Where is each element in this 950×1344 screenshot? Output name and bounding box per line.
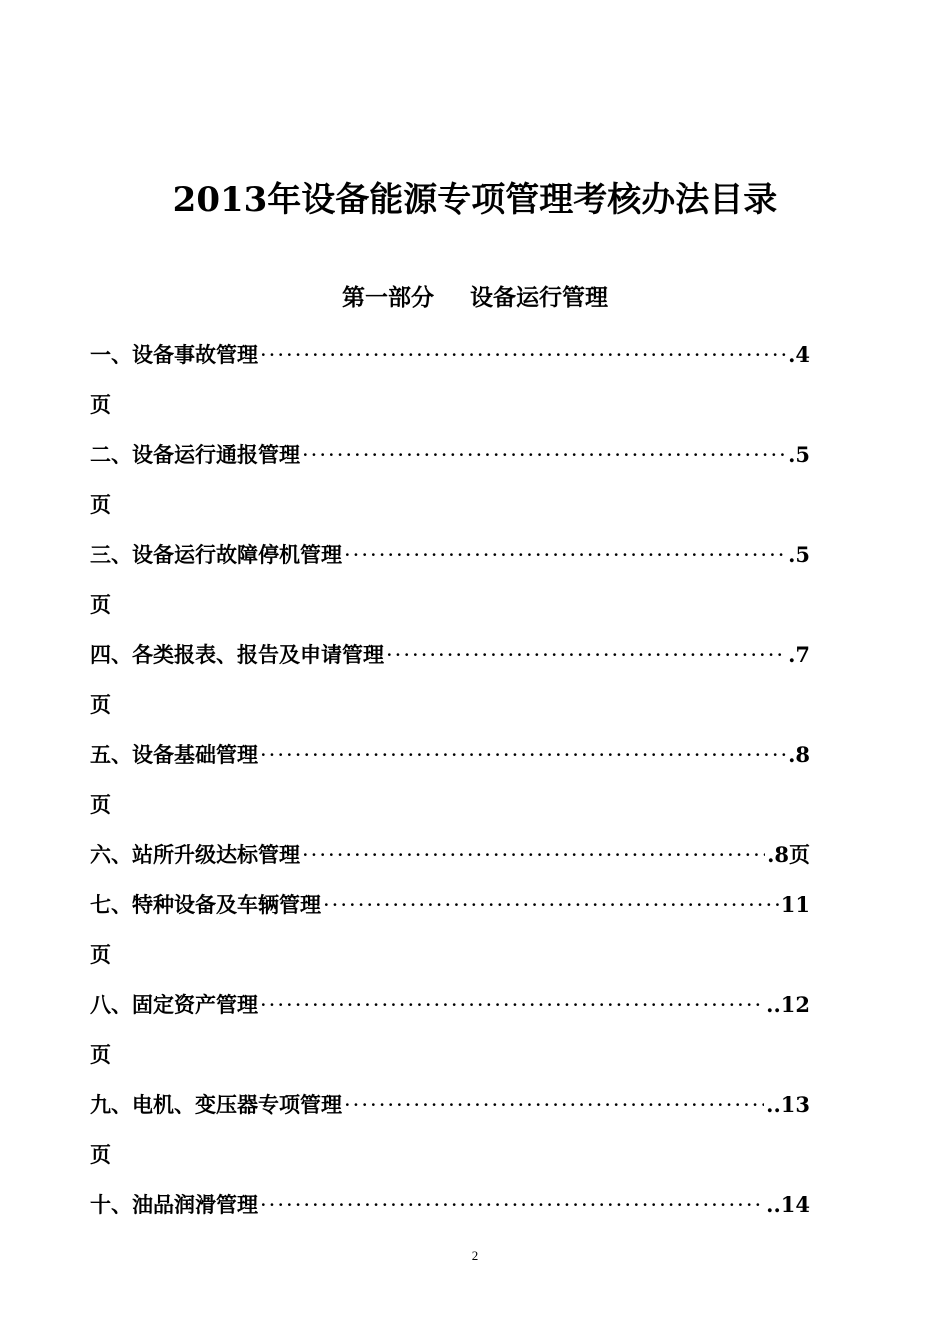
toc-line-page: .5 bbox=[788, 442, 810, 467]
toc-line-page: .7 bbox=[788, 642, 810, 667]
toc-line-page: .5 bbox=[788, 542, 810, 567]
toc-leader-dots bbox=[302, 430, 786, 480]
toc-line-label: 一、设备事故管理 bbox=[90, 342, 258, 367]
toc-line-wrap bbox=[90, 580, 810, 630]
part-label: 第一部分 bbox=[342, 284, 434, 311]
toc-line[interactable] bbox=[90, 730, 810, 780]
table-of-contents bbox=[90, 330, 810, 1230]
toc-line-page: ..14 bbox=[766, 1192, 810, 1217]
toc-line-wrap bbox=[90, 680, 810, 730]
toc-line-page: .4 bbox=[788, 342, 810, 367]
toc-line-label: 六、站所升级达标管理 bbox=[90, 842, 300, 867]
toc-line-label: 七、特种设备及车辆管理 bbox=[90, 892, 321, 917]
toc-leader-dots bbox=[323, 880, 779, 930]
toc-line-label: 页 bbox=[90, 1142, 111, 1167]
toc-line[interactable] bbox=[90, 630, 810, 680]
toc-line-label: 页 bbox=[90, 1042, 111, 1067]
toc-line-label: 页 bbox=[90, 692, 111, 717]
toc-leader-dots bbox=[260, 1180, 764, 1230]
toc-line-label: 页 bbox=[90, 492, 111, 517]
toc-line-page: .8 bbox=[788, 742, 810, 767]
toc-leader-dots bbox=[260, 330, 786, 380]
toc-line-label: 九、电机、变压器专项管理 bbox=[90, 1092, 342, 1117]
toc-line[interactable] bbox=[90, 530, 810, 580]
part-heading bbox=[0, 280, 950, 316]
document-title: 2013年设备能源专项管理考核办法目录 bbox=[172, 180, 778, 220]
toc-line-label: 页 bbox=[90, 792, 111, 817]
toc-leader-dots bbox=[344, 530, 786, 580]
toc-line-page: ..12 bbox=[766, 992, 810, 1017]
toc-line-label: 三、设备运行故障停机管理 bbox=[90, 542, 342, 567]
toc-line-label: 四、各类报表、报告及申请管理 bbox=[90, 642, 384, 667]
toc-line[interactable] bbox=[90, 430, 810, 480]
toc-leader-dots bbox=[260, 730, 786, 780]
toc-line[interactable] bbox=[90, 830, 810, 880]
toc-line-wrap bbox=[90, 780, 810, 830]
toc-leader-dots bbox=[302, 830, 765, 880]
toc-line-label: 页 bbox=[90, 592, 111, 617]
toc-line-label: 页 bbox=[90, 392, 111, 417]
toc-line-label: 十、油品润滑管理 bbox=[90, 1192, 258, 1217]
toc-line-label: 五、设备基础管理 bbox=[90, 742, 258, 767]
toc-line-label: 页 bbox=[90, 942, 111, 967]
toc-line-wrap bbox=[90, 930, 810, 980]
toc-line[interactable] bbox=[90, 1180, 810, 1230]
toc-line-wrap bbox=[90, 1130, 810, 1180]
toc-line-page: ..13 bbox=[766, 1092, 810, 1117]
toc-leader-dots bbox=[386, 630, 786, 680]
toc-line[interactable] bbox=[90, 980, 810, 1030]
toc-line-wrap bbox=[90, 1030, 810, 1080]
part-name: 设备运行管理 bbox=[470, 284, 608, 311]
toc-line-label: 二、设备运行通报管理 bbox=[90, 442, 300, 467]
toc-line-wrap bbox=[90, 480, 810, 530]
toc-line[interactable] bbox=[90, 880, 810, 930]
toc-leader-dots bbox=[344, 1080, 764, 1130]
toc-leader-dots bbox=[260, 980, 764, 1030]
toc-line[interactable] bbox=[90, 330, 810, 380]
toc-line-wrap bbox=[90, 380, 810, 430]
toc-line-page: .8页 bbox=[767, 842, 810, 867]
page-number: 2 bbox=[471, 1248, 479, 1263]
toc-line-label: 八、固定资产管理 bbox=[90, 992, 258, 1017]
toc-line-page: 11 bbox=[780, 892, 810, 917]
toc-line[interactable] bbox=[90, 1080, 810, 1130]
